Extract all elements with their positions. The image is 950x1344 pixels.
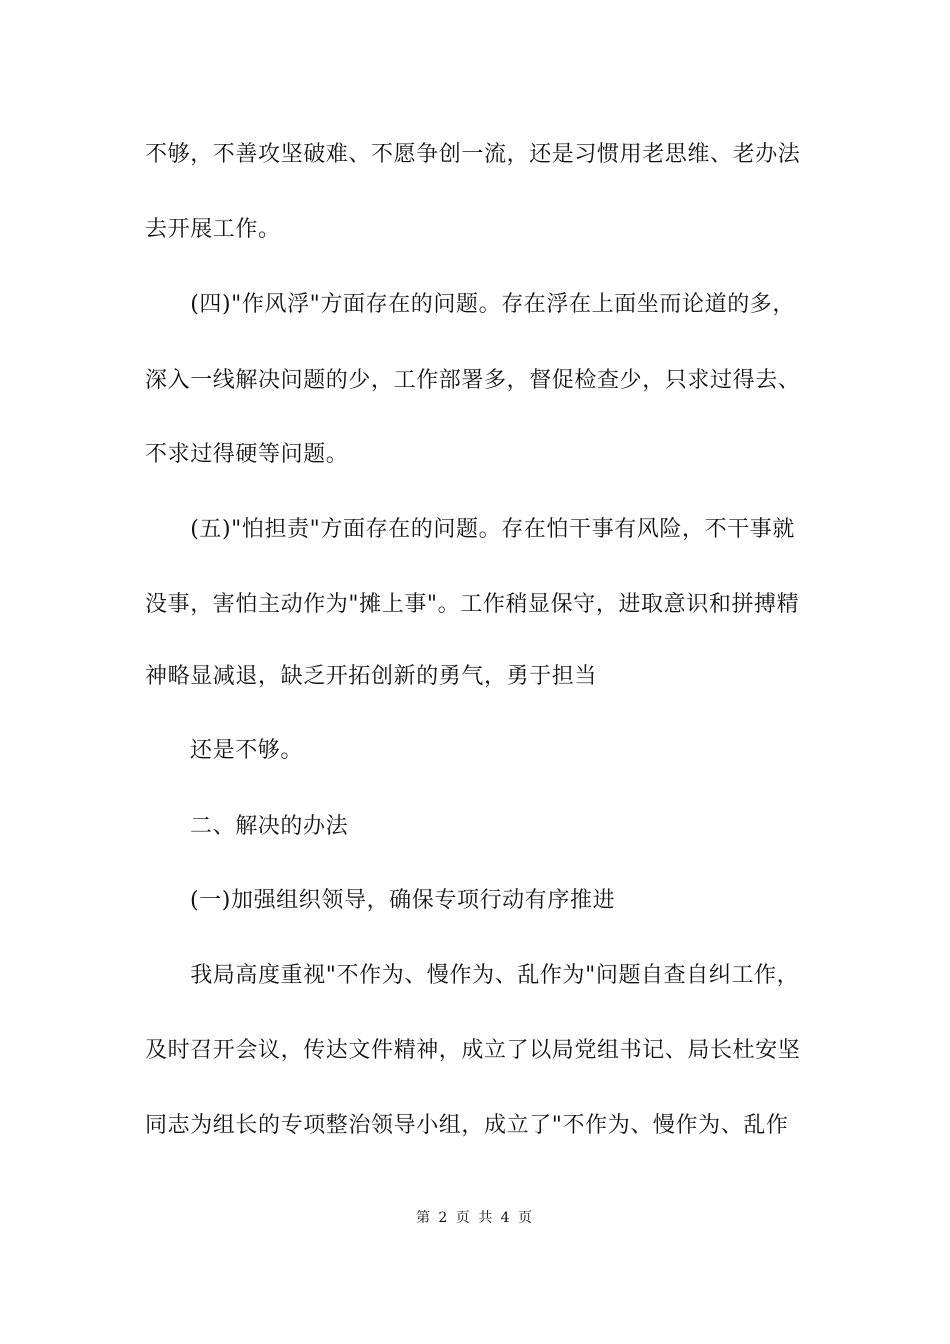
text-line-5: 不求过得硬等问题。 bbox=[145, 442, 349, 467]
text-line-4: 深入一线解决问题的少，工作部署多，督促检查少，只求过得去、 bbox=[145, 368, 801, 393]
text-line-13: 及时召开会议，传达文件精神，成立了以局党组书记、局长杜安坚 bbox=[145, 1038, 801, 1063]
text-line-7: 没事，害怕主动作为"摊上事"。工作稍显保守，进取意识和拼搏精 bbox=[145, 592, 800, 617]
text-line-9: 还是不够。 bbox=[190, 738, 304, 763]
text-line-8: 神略显减退，缺乏开拓创新的勇气，勇于担当 bbox=[145, 664, 598, 689]
section-heading: 二、解决的办法 bbox=[190, 814, 349, 839]
text-line-6: (五)"怕担责"方面存在的问题。存在怕干事有风险，不干事就 bbox=[145, 517, 796, 542]
subsection-heading: (一)加强组织领导，确保专项行动有序推进 bbox=[190, 888, 616, 913]
text-line-12: 我局高度重视"不作为、慢作为、乱作为"问题自查自纠工作， bbox=[145, 963, 800, 988]
text-line-1: 不够，不善攻坚破难、不愿争创一流，还是习惯用老思维、老办法 bbox=[145, 142, 801, 167]
text-line-2: 去开展工作。 bbox=[145, 217, 281, 242]
text-line-3: (四)"作风浮"方面存在的问题。存在浮在上面坐而论道的多， bbox=[145, 292, 796, 317]
page-number-footer: 第 2 页 共 4 页 bbox=[415, 1210, 535, 1226]
text-line-14: 同志为组长的专项整治领导小组，成立了"不作为、慢作为、乱作 bbox=[145, 1113, 789, 1138]
